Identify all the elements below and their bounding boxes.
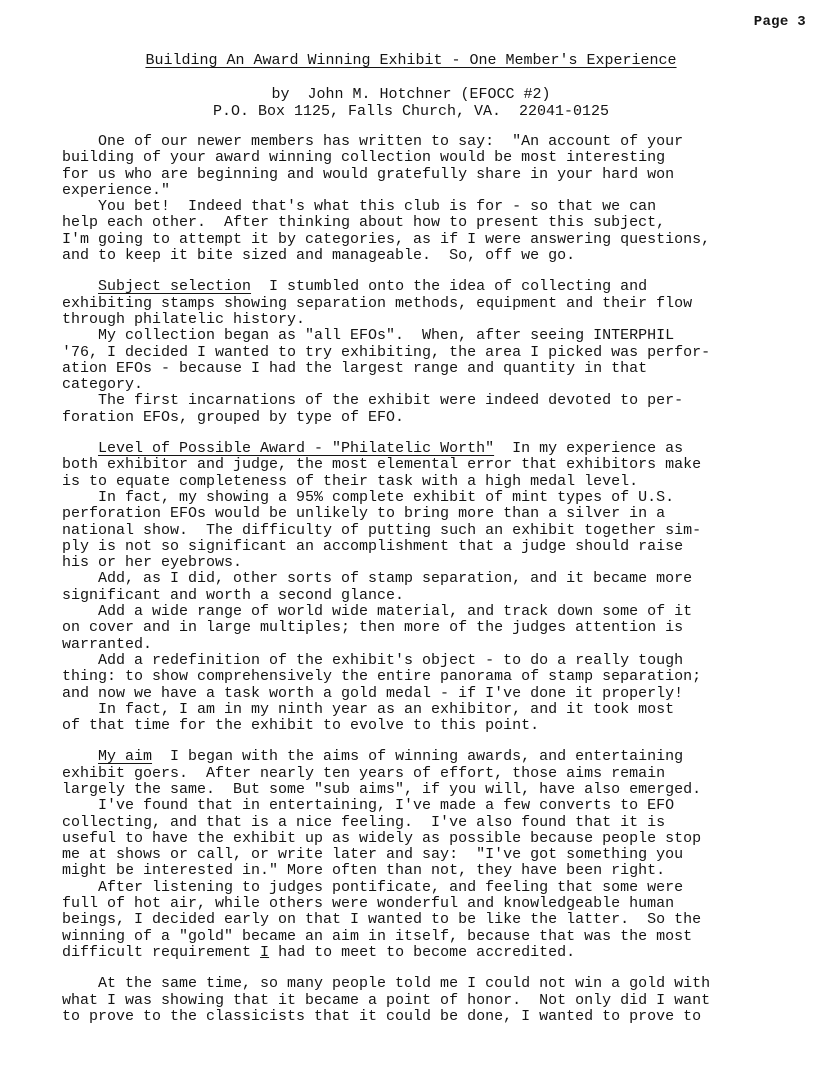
- paragraph-line: thing: to show comprehensively the entire panorama of stamp separation;: [62, 668, 702, 686]
- article-title: [0, 52, 822, 70]
- paragraph-line: building of your award winning collection would be most interesting: [62, 149, 666, 167]
- paragraph-line: winning of a "gold" became an aim in itself, because that was the most: [62, 927, 693, 945]
- section-gap: [62, 734, 814, 749]
- paragraph-line: category.: [62, 376, 144, 394]
- paragraph-line: and to keep it bite sized and manageable. So, off we go.: [62, 247, 576, 265]
- paragraph-line: At the same time, so many people told me I could not win a gold with: [62, 975, 711, 993]
- section-gap: [62, 426, 814, 441]
- paragraph-line: I've found that in entertaining, I've made a few converts to EFO: [62, 797, 675, 815]
- paragraph-line: significant and worth a second glance.: [62, 586, 405, 604]
- paragraph-line: exhibit goers. After nearly ten years of effort, those aims remain: [62, 764, 666, 782]
- paragraph-line: beings, I decided early on that I wanted to be like the latter. So the: [62, 911, 702, 929]
- section-heading-subject: Subject selection: [98, 278, 252, 296]
- paragraph-line: largely the same. But some "sub aims", if you will, have also emerged.: [62, 780, 702, 798]
- paragraph-line: [62, 945, 814, 961]
- paragraph-line: for us who are beginning and would gratefully share in your hard won: [62, 165, 675, 183]
- section-first-line: [62, 749, 814, 765]
- paragraph-line: ply is not so significant an accomplishment that a judge should raise: [62, 537, 684, 555]
- paragraph-line: After listening to judges pontificate, and feeling that some were: [62, 878, 684, 896]
- paragraph-line: on cover and in large multiples; then more of the judges attention is: [62, 619, 684, 637]
- paragraph-line: Add a redefinition of the exhibit's object - to do a really tough: [62, 651, 684, 669]
- article-title-text: Building An Award Winning Exhibit - One Member's Experience: [145, 52, 677, 69]
- paragraph-line: help each other. After thinking about how to present this subject,: [62, 214, 666, 232]
- paragraph-line: '76, I decided I wanted to try exhibiting, the area I picked was perfor-: [62, 343, 711, 361]
- paragraph-text: difficult requirement: [62, 943, 261, 961]
- paragraph-line: through philatelic history.: [62, 310, 306, 328]
- paragraph-line: collecting, and that is a nice feeling. I've also found that it is: [62, 813, 666, 831]
- byline-author: by John M. Hotchner (EFOCC #2): [271, 86, 551, 103]
- page-number: Page 3: [753, 14, 806, 30]
- paragraph-line: I'm going to attempt it by categories, as if I were answering questions,: [62, 230, 711, 248]
- paragraph-line: useful to have the exhibit up as widely as possible because people stop: [62, 829, 702, 847]
- paragraph-line: might be interested in." More often than not, they have been right.: [62, 862, 666, 880]
- paragraph-line: of that time for the exhibit to evolve to this point.: [62, 717, 540, 735]
- paragraph-line: and now we have a task worth a gold medal - if I've done it properly!: [62, 684, 684, 702]
- section-gap: [62, 961, 814, 976]
- paragraph-line: me at shows or call, or write later and say: "I've got something you: [62, 846, 684, 864]
- paragraph-line: In fact, my showing a 95% complete exhibit of mint types of U.S.: [62, 488, 675, 506]
- section-heading-aim: My aim: [98, 748, 153, 766]
- paragraph-line: full of hot air, while others were wonderful and knowledgeable human: [62, 895, 675, 913]
- paragraph-line: The first incarnations of the exhibit were indeed devoted to per-: [62, 392, 684, 410]
- paragraph-line: is to equate completeness of their task with a high medal level.: [62, 472, 639, 490]
- paragraph-line: Add a wide range of world wide material, and track down some of it: [62, 603, 693, 621]
- section-heading-level: Level of Possible Award - "Philatelic Worth": [98, 440, 495, 458]
- paragraph-text: I stumbled onto the idea of collecting and: [251, 278, 648, 296]
- paragraph-line: warranted.: [62, 635, 153, 653]
- paragraph-text: In my experience as: [494, 440, 684, 458]
- byline-address: P.O. Box 1125, Falls Church, VA. 22041-0125: [212, 103, 610, 120]
- paragraph-line: perforation EFOs would be unlikely to bring more than a silver in a: [62, 505, 666, 523]
- paragraph-line: My collection began as "all EFOs". When, after seeing INTERPHIL: [62, 327, 675, 345]
- paragraph-line: Add, as I did, other sorts of stamp separation, and it became more: [62, 570, 693, 588]
- paragraph-line: You bet! Indeed that's what this club is for - so that we can: [62, 198, 657, 216]
- paragraph-line: foration EFOs, grouped by type of EFO.: [62, 408, 405, 426]
- paragraph-text: had to meet to become accredited.: [269, 943, 576, 961]
- section-first-line: [62, 441, 814, 457]
- paragraph-line: national show. The difficulty of putting such an exhibit together sim-: [62, 521, 702, 539]
- paragraph-line: what I was showing that it became a point of honor. Not only did I want: [62, 991, 711, 1009]
- article-body: [62, 134, 814, 1025]
- section-first-line: [62, 279, 814, 295]
- paragraph-line: In fact, I am in my ninth year as an exhibitor, and it took most: [62, 700, 675, 718]
- paragraph-line: experience.": [62, 181, 171, 199]
- paragraph-line: to prove to the classicists that it could be done, I wanted to prove to: [62, 1007, 702, 1025]
- paragraph-line: One of our newer members has written to say: "An account of your: [62, 133, 684, 150]
- emphasis-underline: I: [260, 943, 270, 961]
- section-gap: [62, 264, 814, 279]
- paragraph-line: both exhibitor and judge, the most elemental error that exhibitors make: [62, 456, 702, 474]
- paragraph-line: his or her eyebrows.: [62, 554, 243, 572]
- paragraph-text: I began with the aims of winning awards, and entertaining: [152, 748, 684, 766]
- paragraph-line: exhibiting stamps showing separation methods, equipment and their flow: [62, 294, 693, 312]
- paragraph-line: ation EFOs - because I had the largest range and quantity in that: [62, 359, 648, 377]
- byline: [0, 86, 822, 120]
